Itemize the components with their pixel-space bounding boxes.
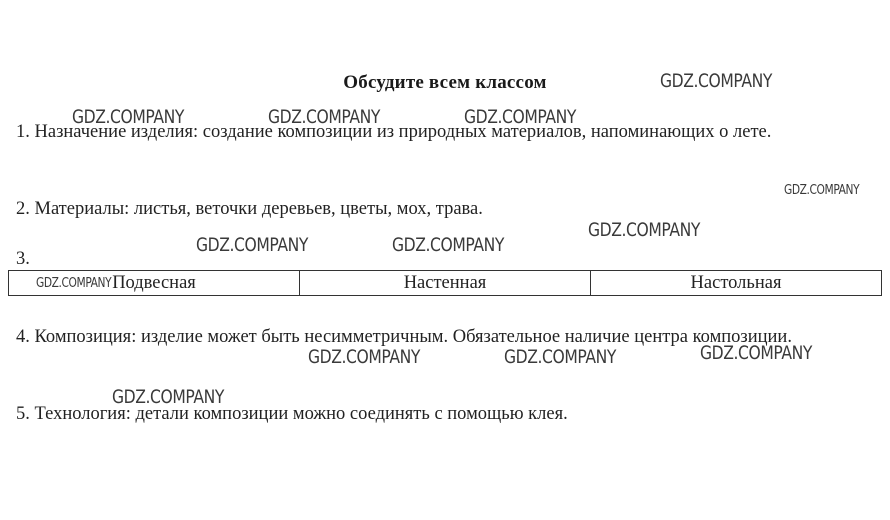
watermark: GDZ.COMPANY [700,342,813,364]
page-title: Обсудите всем классом [343,72,547,93]
watermark: GDZ.COMPANY [588,219,701,241]
table-cell-label: Настольная [690,273,782,293]
watermark: GDZ.COMPANY [112,386,225,408]
item-materials: 2. Материалы: листья, веточки деревьев, цветы, мох, трава. [16,199,483,219]
watermark: GDZ.COMPANY [268,106,381,128]
watermark: GDZ.COMPANY [72,106,185,128]
watermark: GDZ.COMPANY [784,183,860,198]
watermark: GDZ.COMPANY [464,106,577,128]
types-table [8,270,882,296]
item-purpose: 1. Назначение изделия: создание композиции из природных материалов, напоминающих о лете. [16,122,772,142]
table-cell-desk [590,271,881,295]
table-cell-wall [299,271,590,295]
item-composition: 4. Композиция: изделие может быть несимметричным. Обязательное наличие центра композиции. [16,327,792,347]
item-technology: 5. Технология: детали композиции можно соединять с помощью клея. [16,404,568,424]
watermark: GDZ.COMPANY [36,276,112,291]
table-cell-label: Настенная [403,273,487,293]
item-3-number: 3. [16,249,30,269]
table-cell-label: Подвесная [112,273,196,293]
watermark: GDZ.COMPANY [308,346,421,368]
watermark: GDZ.COMPANY [196,234,309,256]
watermark: GDZ.COMPANY [504,346,617,368]
watermark: GDZ.COMPANY [392,234,505,256]
watermark: GDZ.COMPANY [660,70,773,92]
